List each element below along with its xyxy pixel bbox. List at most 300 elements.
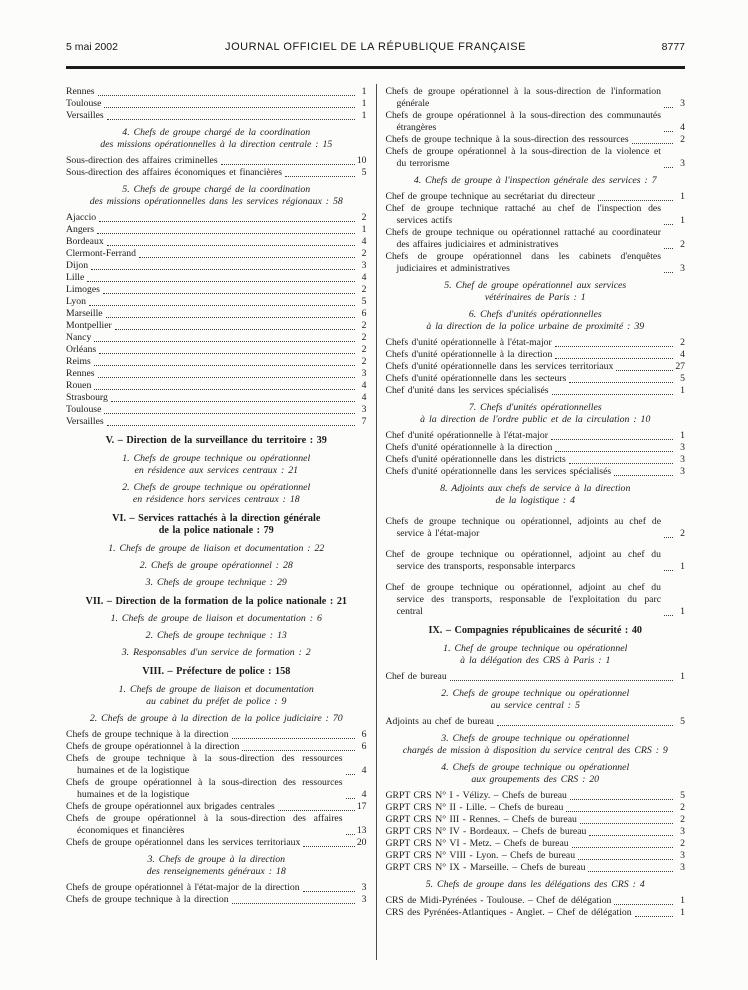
entry-label: GRPT CRS N° IV - Bordeaux. – Chefs de bureau	[385, 825, 587, 837]
dot-leader	[664, 272, 673, 273]
dot-leader	[551, 439, 673, 440]
entry-value: 3	[680, 825, 685, 837]
entry-value: 2	[680, 239, 685, 250]
dot-leader	[664, 224, 673, 225]
dot-leader	[303, 846, 354, 847]
entry-value: 2	[361, 284, 367, 295]
heading-line: 6. Chefs d'unités opérationnelles	[468, 309, 602, 320]
entry-label: Chef d'unité opérationnelle à l'état-major	[385, 430, 548, 441]
entry-value: 4	[361, 392, 367, 403]
entry-value: 1	[680, 606, 685, 617]
entry-list	[386, 516, 686, 618]
entry-label: Lille	[66, 272, 85, 283]
dot-leader	[103, 293, 355, 294]
dot-leader	[572, 847, 673, 848]
entry-label: GRPT CRS N° I - Vélizy. – Chefs de bureau	[385, 789, 567, 801]
entry-list	[386, 430, 686, 478]
entry-row	[66, 416, 367, 428]
entry-label: Limoges	[66, 284, 100, 295]
entry-value: 4	[361, 764, 367, 776]
entry-row	[386, 716, 686, 728]
entry-label: Chefs de groupe opérationnel à la sous-direction des ressources humaines et de la logistique	[66, 776, 343, 800]
entry-row	[66, 224, 367, 236]
entry-row	[66, 837, 367, 849]
subsection-heading	[386, 280, 686, 304]
entry-row	[66, 801, 367, 813]
dot-leader	[555, 451, 673, 452]
entry-row	[66, 98, 367, 110]
entry-list	[66, 155, 367, 179]
entry-value: 1	[361, 98, 367, 109]
journal-title: JOURNAL OFFICIEL DE LA RÉPUBLIQUE FRANÇAISE	[225, 41, 526, 53]
entry-value: 3	[680, 466, 685, 477]
entry-label: Sous-direction des affaires économiques et financières	[66, 167, 282, 178]
entry-label: Adjoints au chef de bureau	[385, 715, 494, 727]
subsection-heading	[66, 630, 367, 642]
dot-leader	[664, 537, 673, 538]
dot-leader	[104, 107, 354, 108]
entry-list	[66, 729, 367, 849]
entry-label: Chef de bureau	[385, 670, 447, 682]
dot-leader	[303, 891, 355, 892]
entry-label: CRS des Pyrénées-Atlantiques - Anglet. – Chef de délégation	[385, 906, 632, 918]
entry-list	[66, 882, 367, 906]
entry-value: 3	[680, 849, 685, 861]
entry-row	[66, 753, 367, 777]
entry-label: Chefs d'unité opérationnelle à la direction	[385, 349, 553, 360]
entry-row	[386, 110, 686, 134]
heading-line: chargés de mission à disposition du service central des CRS : 9	[402, 744, 668, 756]
entry-label: Chefs de groupe opérationnel à la sous-direction de la violence et du terrorisme	[385, 146, 661, 169]
entry-row	[66, 155, 367, 167]
dot-leader	[107, 119, 355, 120]
entry-row	[386, 442, 686, 454]
dot-leader	[104, 413, 354, 414]
dot-leader	[589, 835, 673, 836]
entry-row	[386, 134, 686, 146]
entry-row	[386, 907, 686, 919]
dot-leader	[664, 248, 673, 249]
entry-value: 3	[361, 368, 367, 379]
dot-leader	[569, 382, 673, 383]
entry-value: 17	[356, 800, 367, 812]
entry-value: 6	[361, 728, 367, 740]
entry-list	[386, 337, 686, 397]
entry-value: 3	[361, 893, 367, 905]
entry-label: Dijon	[66, 260, 89, 271]
heading-line: en résidence hors services centraux : 18	[132, 493, 300, 505]
entry-value: 4	[680, 122, 685, 133]
entry-label: Chefs de groupe opérationnel à la sous-direction des communautés étrangères	[385, 110, 661, 133]
dot-leader	[664, 570, 673, 571]
entry-value: 4	[361, 236, 367, 247]
subsection-heading	[66, 453, 367, 477]
entry-label: GRPT CRS N° II - Lille. – Chefs de bureau	[385, 801, 564, 813]
entry-label: Chefs de groupe technique à la direction	[66, 728, 229, 740]
entry-value: 3	[680, 442, 685, 453]
entry-value: 3	[680, 454, 685, 465]
subsection-heading	[386, 762, 686, 786]
entry-value: 2	[361, 332, 367, 343]
dot-leader	[664, 615, 673, 616]
heading-line: 7. Chefs d'unités opérationnelles	[468, 402, 602, 413]
entry-row	[386, 337, 686, 349]
subsection-heading	[66, 482, 367, 506]
entry-value: 4	[361, 272, 367, 283]
heading-line: VII. – Direction de la formation de la police nationale : 21	[85, 595, 348, 607]
entry-row	[386, 349, 686, 361]
dot-leader	[552, 394, 673, 395]
entry-row	[386, 191, 686, 203]
dot-leader	[635, 916, 673, 917]
entry-label: Strasbourg	[66, 392, 108, 403]
entry-row	[66, 167, 367, 179]
dot-leader	[346, 798, 355, 799]
entry-label: Chefs de groupe opérationnel dans les services territoriaux	[66, 836, 301, 848]
heading-line: 3. Chefs de groupe technique ou opérationnel	[441, 732, 630, 744]
page-header	[66, 41, 685, 53]
entry-label: Chef de groupe technique ou opérationnel, adjoint au chef du service des transports, responsable interparcs	[385, 549, 661, 572]
entry-value: 1	[680, 430, 685, 441]
entry-label: Nancy	[66, 332, 92, 343]
entry-list	[66, 86, 367, 122]
entry-value: 2	[680, 813, 685, 825]
entry-label: Reims	[66, 356, 91, 367]
entry-label: Chef de groupe technique au secrétariat du directeur	[385, 191, 596, 202]
entry-row	[386, 251, 686, 275]
entry-row	[386, 790, 686, 802]
entry-label: Chefs de groupe opérationnel à l'état-major de la direction	[66, 881, 300, 893]
entry-value: 6	[361, 740, 367, 752]
entry-row	[386, 203, 686, 227]
entry-label: Chefs de groupe technique à la sous-direction des ressources	[385, 134, 629, 145]
heading-line: de la logistique : 4	[495, 495, 575, 506]
entry-value: 1	[680, 894, 685, 906]
entry-value: 1	[361, 86, 367, 97]
entry-row	[66, 729, 367, 741]
entry-value: 20	[356, 836, 367, 848]
entry-label: Sous-direction des affaires criminelles	[66, 155, 218, 166]
heading-line: 4. Chefs de groupe chargé de la coordination	[122, 127, 311, 138]
entry-label: Chefs d'unité opérationnelle dans les services territoriaux	[385, 361, 614, 372]
entry-label: Rennes	[66, 86, 95, 97]
subsection-heading	[66, 560, 367, 572]
dot-leader	[616, 370, 673, 371]
subsection-heading	[66, 854, 367, 878]
entry-label: Rennes	[66, 368, 95, 379]
entry-value: 3	[680, 98, 685, 109]
entry-value: 2	[361, 356, 367, 367]
entry-row	[66, 368, 367, 380]
entry-value: 13	[356, 824, 367, 836]
dot-leader	[107, 245, 355, 246]
heading-line: 3. Responsables d'un service de formation : 2	[121, 647, 311, 658]
entry-list	[386, 895, 686, 919]
subsection-heading	[386, 688, 686, 712]
entry-row	[66, 260, 367, 272]
entry-row	[386, 862, 686, 874]
dot-leader	[664, 107, 673, 108]
entry-label: Chefs de groupe opérationnel à la direction	[66, 740, 240, 752]
dot-leader	[87, 281, 354, 282]
heading-line: à la direction de la police urbaine de proximité : 39	[426, 321, 645, 332]
entry-label: Chefs d'unité opérationnelle à la direction	[385, 442, 553, 453]
entry-value: 1	[361, 110, 367, 121]
entry-value: 2	[680, 528, 685, 539]
entry-label: Lyon	[66, 296, 86, 307]
heading-line: au service central : 5	[490, 699, 580, 711]
entry-label: Chefs de groupe technique ou opérationnel, adjoints au chef de service à l'état-major	[385, 516, 661, 539]
entry-label: GRPT CRS N° IX - Marseille. – Chefs de bureau	[385, 861, 586, 873]
heading-line: 5. Chefs de groupe chargé de la coordination	[122, 184, 311, 195]
dot-leader	[232, 903, 355, 904]
entry-row	[66, 320, 367, 332]
entry-value: 5	[361, 296, 367, 307]
dot-leader	[94, 389, 354, 390]
heading-line: à la délégation des CRS à Paris : 1	[460, 654, 611, 666]
entry-row	[66, 248, 367, 260]
entry-row	[66, 404, 367, 416]
entry-value: 3	[361, 260, 367, 271]
entry-row	[66, 110, 367, 122]
dot-leader	[115, 329, 355, 330]
subsection-heading	[386, 309, 686, 333]
dot-leader	[94, 365, 355, 366]
subsection-heading	[386, 643, 686, 667]
entry-label: Orléans	[66, 344, 97, 355]
subsection-heading	[66, 127, 367, 151]
entry-label: Chefs de groupe opérationnel à la sous-direction des affaires économiques et financières	[66, 812, 343, 836]
entry-label: Chefs de groupe opérationnel à la sous-direction de l'information générale	[385, 86, 661, 109]
subsection-heading	[386, 733, 686, 757]
heading-line: 8. Adjoints aux chefs de service à la direction	[440, 483, 631, 494]
dot-leader	[569, 463, 673, 464]
entry-value: 2	[680, 837, 685, 849]
dot-leader	[98, 95, 355, 96]
subsection-heading	[66, 184, 367, 208]
subsection-heading	[66, 647, 367, 659]
dot-leader	[632, 143, 673, 144]
entry-value: 2	[680, 134, 685, 145]
dot-leader	[497, 725, 673, 726]
subsection-heading	[386, 483, 686, 507]
entry-value: 1	[680, 385, 685, 396]
entry-label: Marseille	[66, 308, 103, 319]
entry-row	[66, 284, 367, 296]
entry-value: 2	[361, 320, 367, 331]
dot-leader	[570, 799, 673, 800]
entry-value: 5	[680, 789, 685, 801]
dot-leader	[555, 346, 673, 347]
dot-leader	[588, 871, 673, 872]
heading-line: des missions opérationnelles à la direction centrale : 15	[100, 139, 333, 150]
heading-line: 4. Chefs de groupe technique ou opérationnel	[441, 761, 630, 773]
content-columns	[66, 84, 685, 960]
entry-value: 4	[361, 788, 367, 800]
entry-label: Chefs d'unité opérationnelle dans les districts	[385, 454, 566, 465]
entry-value: 3	[361, 881, 367, 893]
dot-leader	[91, 269, 354, 270]
dot-leader	[97, 233, 355, 234]
entry-label: Chefs d'unité opérationnelle dans les secteurs	[385, 373, 567, 384]
entry-label: Chefs de groupe technique ou opérationnel rattaché au coordinateur des affaires judiciaires et administratives	[385, 227, 661, 250]
heading-line: au cabinet du préfet de police : 9	[146, 695, 287, 707]
entry-label: GRPT CRS N° VI - Metz. – Chefs de bureau	[385, 837, 569, 849]
entry-row	[386, 582, 686, 618]
entry-label: Versailles	[66, 416, 104, 427]
heading-line: vétérinaires de Paris : 1	[484, 292, 586, 303]
section-heading	[66, 513, 367, 538]
entry-label: Ajaccio	[66, 212, 97, 223]
entry-value: 2	[680, 801, 685, 813]
heading-line: 1. Chefs de groupe de liaison et documentation	[118, 683, 314, 695]
entry-label: Angers	[66, 224, 94, 235]
heading-line: 1. Chefs de groupe technique ou opérationnel	[122, 452, 311, 464]
dot-leader	[98, 377, 355, 378]
entry-list	[66, 212, 367, 428]
heading-line: V. – Direction de la surveillance du territoire : 39	[105, 435, 327, 446]
entry-label: CRS de Midi-Pyrénées - Toulouse. – Chef de délégation	[385, 894, 612, 906]
dot-leader	[139, 257, 355, 258]
dot-leader	[450, 680, 673, 681]
dot-leader	[94, 341, 354, 342]
entry-value: 6	[361, 308, 367, 319]
heading-line: aux groupements des CRS : 20	[471, 773, 600, 785]
heading-line: à la direction de l'ordre public et de la circulation : 10	[420, 414, 651, 425]
entry-row	[66, 86, 367, 98]
entry-label: Chef de groupe technique rattaché au chef de l'inspection des services actifs	[385, 203, 661, 226]
heading-line: de la police nationale : 79	[158, 525, 274, 536]
entry-value: 1	[680, 906, 685, 918]
entry-row	[66, 777, 367, 801]
journal-date: 5 mai 2002	[66, 41, 118, 53]
heading-line: 1. Chef de groupe technique ou opérationnel	[443, 642, 628, 654]
entry-label: GRPT CRS N° VIII - Lyon. – Chefs de bureau	[385, 849, 576, 861]
entry-label: GRPT CRS N° III - Rennes. – Chefs de bureau	[385, 813, 577, 825]
entry-value: 5	[680, 373, 685, 384]
subsection-heading	[66, 713, 367, 725]
heading-line: 3. Chefs de groupe à la direction	[147, 853, 286, 865]
entry-list	[386, 716, 686, 728]
entry-row	[386, 671, 686, 683]
entry-row	[386, 430, 686, 442]
dot-leader	[99, 221, 354, 222]
heading-line: 2. Chefs de groupe technique ou opérationnel	[122, 481, 311, 493]
entry-row	[386, 86, 686, 110]
entry-row	[386, 385, 686, 397]
entry-row	[66, 392, 367, 404]
entry-value: 1	[680, 191, 685, 202]
entry-row	[66, 882, 367, 894]
entry-row	[386, 838, 686, 850]
dot-leader	[614, 475, 673, 476]
entry-value: 1	[361, 224, 367, 235]
entry-row	[66, 332, 367, 344]
entry-label: Chef de groupe technique ou opérationnel, adjoint au chef du service des transports, responsable de l'exploitation du parc central	[385, 582, 661, 617]
entry-value: 3	[361, 404, 367, 415]
entry-row	[386, 814, 686, 826]
subsection-heading	[66, 613, 367, 625]
heading-line: en résidence aux services centraux : 21	[134, 464, 298, 476]
entry-value: 3	[680, 263, 685, 274]
entry-label: Toulouse	[66, 404, 102, 415]
subsection-heading	[386, 879, 686, 891]
heading-line: 2. Chefs de groupe technique : 13	[145, 630, 287, 641]
entry-label: Chefs de groupe opérationnel dans les cabinets d'enquêtes judiciaires et administratives	[385, 251, 661, 274]
heading-line: 2. Chefs de groupe opérationnel : 28	[139, 559, 293, 571]
entry-row	[386, 802, 686, 814]
heading-line: 5. Chefs de groupe dans les délégations des CRS : 4	[425, 878, 645, 890]
entry-row	[386, 454, 686, 466]
entry-row	[386, 466, 686, 478]
dot-leader	[566, 811, 673, 812]
section-heading	[66, 666, 367, 679]
entry-row	[386, 227, 686, 251]
entry-row	[386, 895, 686, 907]
subsection-heading	[386, 175, 686, 187]
entry-row	[66, 236, 367, 248]
heading-line: 2. Chefs de groupe technique ou opérationnel	[441, 687, 630, 699]
entry-row	[66, 272, 367, 284]
heading-line: VI. – Services rattachés à la direction générale	[112, 512, 321, 524]
entry-value: 5	[680, 715, 685, 727]
subsection-heading	[386, 402, 686, 426]
left-column	[66, 84, 376, 960]
section-heading	[66, 435, 367, 448]
entry-value: 2	[361, 248, 367, 259]
entry-row	[66, 741, 367, 753]
entry-label: Toulouse	[66, 98, 102, 109]
entry-label: Clermont-Ferrand	[66, 248, 136, 259]
entry-row	[66, 296, 367, 308]
entry-label: Chefs d'unité opérationnelle à l'état-major	[385, 337, 552, 348]
entry-value: 2	[361, 212, 367, 223]
entry-label: Montpellier	[66, 320, 112, 331]
dot-leader	[578, 859, 673, 860]
entry-value: 7	[361, 416, 367, 427]
heading-line: 1. Chefs de groupe de liaison et documentation : 6	[110, 613, 322, 624]
entry-row	[66, 894, 367, 906]
heading-line: IX. – Compagnies républicaines de sécurité : 40	[428, 625, 643, 636]
entry-label: Chefs d'unité opérationnelle dans les services spécialisés	[385, 466, 612, 477]
dot-leader	[580, 823, 673, 824]
entry-label: Chef d'unité dans les services spécialisés	[385, 385, 549, 396]
entry-list	[386, 86, 686, 170]
entry-row	[66, 356, 367, 368]
entry-value: 10	[356, 155, 367, 166]
entry-row	[386, 850, 686, 862]
dot-leader	[346, 774, 355, 775]
dot-leader	[598, 200, 673, 201]
entry-value: 4	[361, 380, 367, 391]
dot-leader	[99, 353, 354, 354]
right-column	[376, 84, 686, 960]
entry-row	[66, 813, 367, 837]
entry-row	[386, 146, 686, 170]
entry-row	[66, 344, 367, 356]
entry-label: Rouen	[66, 380, 92, 391]
heading-line: 2. Chefs de groupe à la direction de la police judiciaire : 70	[89, 712, 343, 724]
dot-leader	[232, 738, 355, 739]
dot-leader	[664, 131, 673, 132]
entry-label: Chefs de groupe opérationnel aux brigades centrales	[66, 800, 275, 812]
entry-label: Chefs de groupe technique à la direction	[66, 893, 229, 905]
dot-leader	[107, 425, 355, 426]
entry-list	[386, 191, 686, 275]
entry-label: Bordeaux	[66, 236, 104, 247]
entry-row	[386, 373, 686, 385]
entry-list	[386, 671, 686, 683]
